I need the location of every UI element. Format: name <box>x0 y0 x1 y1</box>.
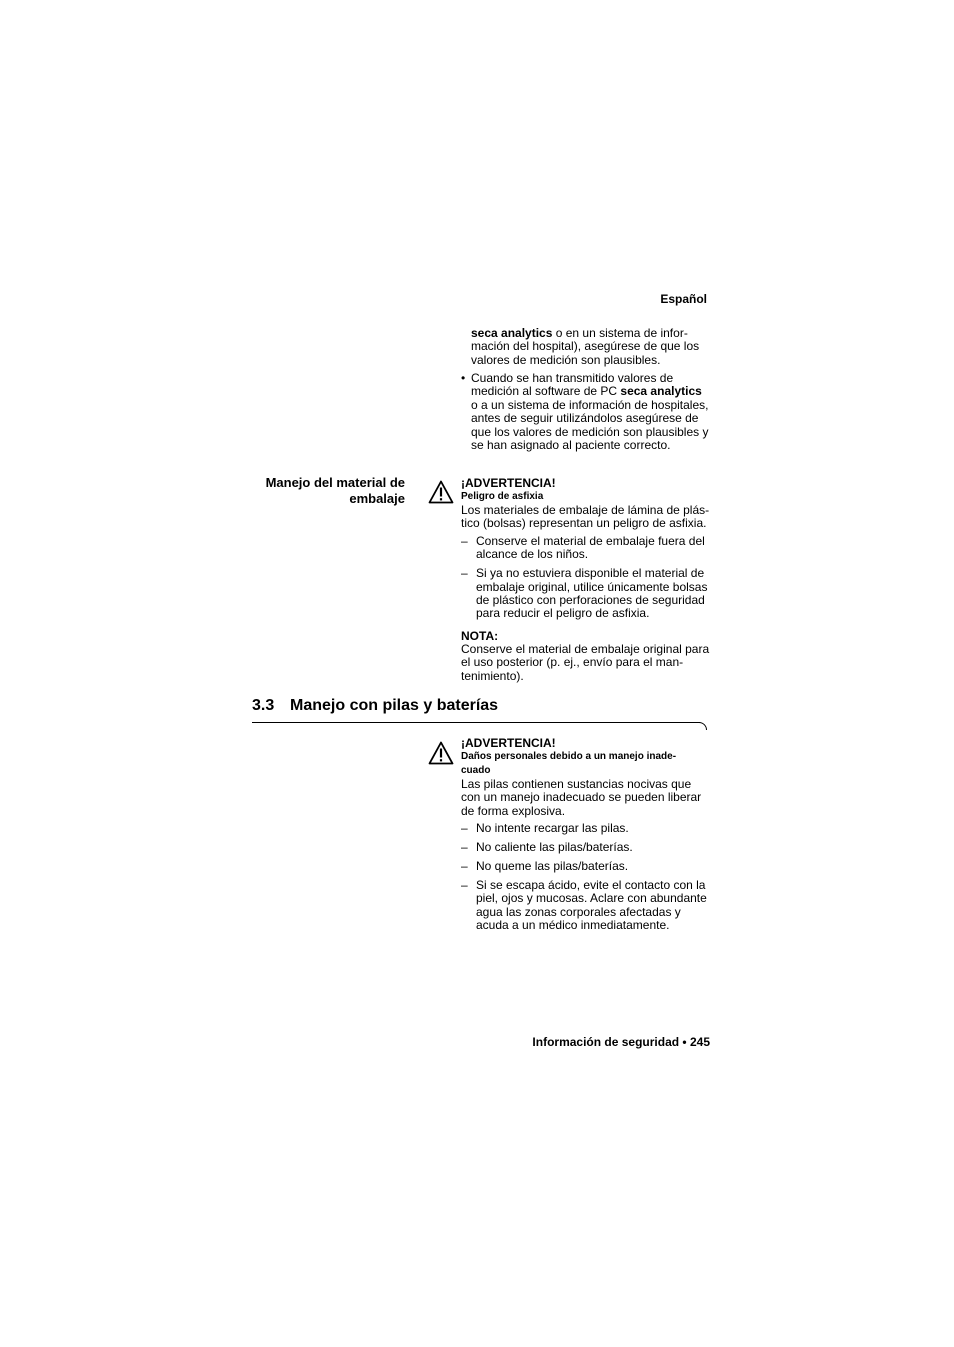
product-name: seca analytics <box>620 384 702 399</box>
bullet-marker: • <box>461 371 466 385</box>
dash-marker: – <box>461 840 468 855</box>
dash-marker: – <box>461 859 468 874</box>
packaging-warning <box>461 476 711 683</box>
list-item-text: Si se escapa ácido, evite el contacto con la piel, ojos y mucosas. Aclare con abundante agua las zonas corporales afectadas y acuda a un médico inmediatamente. <box>476 877 707 933</box>
section-divider-corner <box>699 722 707 730</box>
list-item-text: Si ya no estuviera disponible el material de embalaje original, utilice únicamente bolsas de plástico con perforaciones de seguridad para reducir el peligro de asfixia. <box>476 566 708 621</box>
side-heading-line: Manejo del material de <box>265 475 405 490</box>
warning-text: Los materiales de embalaje de lámina de plás-tico (bolsas) representan un peligro de asfixia. <box>461 503 710 531</box>
battery-warning <box>461 736 711 938</box>
intro-paragraph <box>471 327 711 367</box>
intro-bullet <box>461 372 711 452</box>
battery-instructions <box>461 822 711 932</box>
warning-subtitle: Peligro de asfixia <box>461 491 544 502</box>
section-title: Manejo con pilas y baterías <box>290 697 499 714</box>
list-item <box>461 860 711 873</box>
section-heading <box>252 697 498 715</box>
warning-title: ¡ADVERTENCIA! <box>461 736 556 750</box>
note-text: Conserve el material de embalaje original para el uso posterior (p. ej., envío para el man-tenimiento). <box>461 641 710 683</box>
product-name: seca analytics <box>471 326 553 340</box>
page-language-header: Español <box>660 292 707 306</box>
intro-text: o en un sistema de infor-mación del hospital), asegúrese de que los valores de medición son plausibles. <box>471 326 700 367</box>
list-item <box>461 841 711 854</box>
bullet-text-start: Cuando se han transmitido valores de medición al software de PC <box>471 371 674 399</box>
list-item <box>461 822 711 835</box>
dash-marker: – <box>461 821 468 836</box>
dash-marker: – <box>461 566 468 581</box>
packaging-instructions <box>461 535 711 621</box>
warning-triangle-icon <box>428 741 454 765</box>
list-item-text: No queme las pilas/baterías. <box>476 859 629 874</box>
bullet-text-end: o a un sistema de información de hospitales, antes de seguir utilizándolos asegúrese de que los valores de medición son plausibles y se han asignado al paciente correcto. <box>471 397 709 453</box>
section-divider <box>252 722 700 723</box>
section-number: 3.3 <box>252 697 275 714</box>
list-item-text: Conserve el material de embalaje fuera del alcance de los niños. <box>476 533 705 562</box>
side-heading-packaging <box>220 475 405 506</box>
note-title: NOTA: <box>461 628 499 643</box>
page-footer: Información de seguridad • 245 <box>532 1035 710 1049</box>
dash-marker: – <box>461 877 468 892</box>
dash-marker: – <box>461 533 468 548</box>
warning-subtitle: Daños personales debido a un manejo inade-cuado <box>461 751 677 776</box>
side-heading-line: embalaje <box>349 490 405 506</box>
warning-triangle-icon <box>428 480 454 504</box>
list-item <box>461 535 711 562</box>
list-item <box>461 879 711 933</box>
list-item <box>461 567 711 621</box>
warning-text: Las pilas contienen sustancias nocivas que con un manejo inadecuado se pueden liberar de forma explosiva. <box>461 777 702 818</box>
list-item-text: No intente recargar las pilas. <box>476 821 629 836</box>
list-item-text: No caliente las pilas/baterías. <box>476 840 633 855</box>
warning-title: ¡ADVERTENCIA! <box>461 476 556 490</box>
